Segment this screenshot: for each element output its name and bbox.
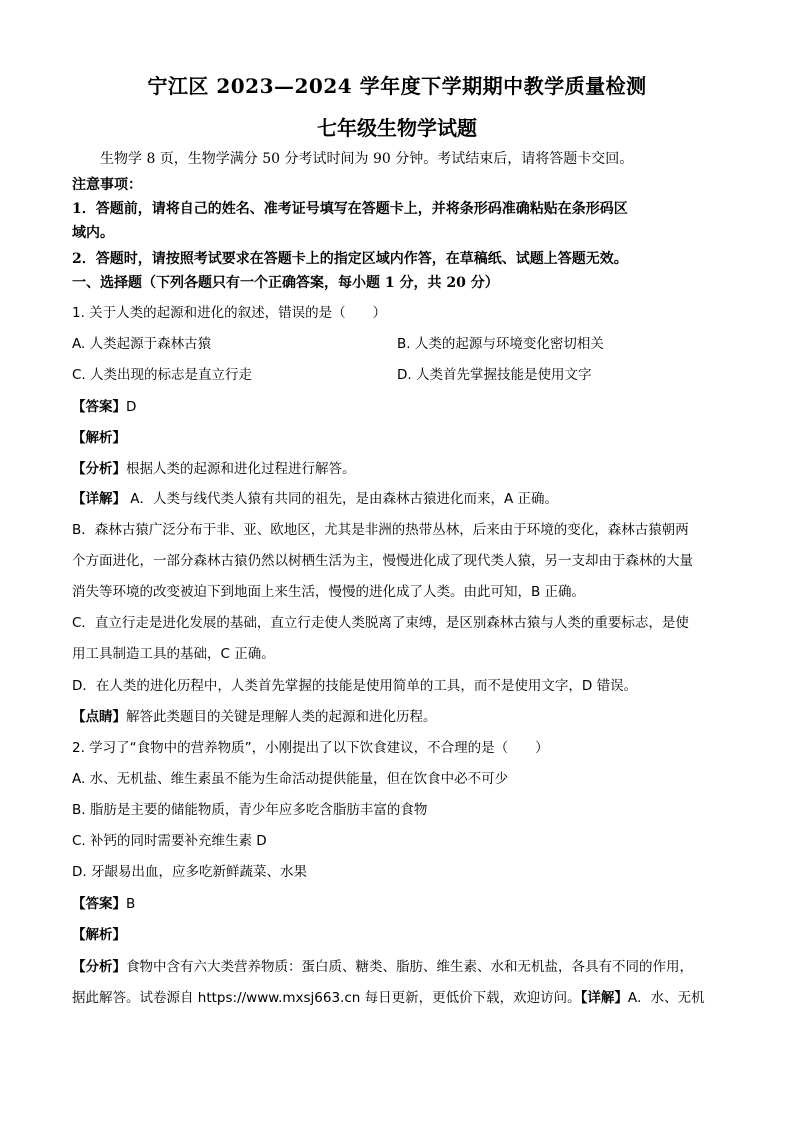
fenxi-text: 根据人类的起源和进化过程进行解答。 [126, 461, 356, 477]
question-1-fenxi [72, 457, 722, 477]
fenxi-text-cont: 据此解答。试卷源自 https://www.mxsj663.cn 每日更新，更低价下载，欢迎访问。 [72, 990, 581, 1006]
question-1-detail-b-3: 消失等环境的改变被迫下到地面上来生活，慢慢的进化成了人类。由此可知，B 正确。 [72, 584, 586, 600]
notice-item-1: 1．答题前，请将自己的姓名、准考证号填写在答题卡上，并将条形码准确粘贴在条形码区 [72, 201, 628, 217]
question-2-option-d: D. 牙龈易出血，应多吃新鲜蔬菜、水果 [72, 864, 307, 880]
question-2-fenxi [72, 955, 722, 975]
answer-value: D [126, 399, 137, 415]
answer-tag: 【答案】 [72, 399, 126, 415]
question-1-option-d: D. 人类首先掌握技能是使用文字 [397, 367, 592, 383]
notice-item-1-cont: 域内。 [72, 225, 114, 241]
document-title: 宁江区 2023—2024 学年度下学期期中教学质量检测 [147, 74, 647, 98]
xiangjie-tag: 【详解】 [72, 491, 126, 507]
question-1-answer [72, 395, 722, 415]
xiangjie-text: A．水、无机 [627, 990, 705, 1006]
document-subtitle: 七年级生物学试题 [317, 116, 477, 140]
question-2-stem: 2. 学习了“食物中的营养物质”，小刚提出了以下饮食建议，不合理的是（ ） [72, 740, 549, 756]
question-1-jiexi: 【解析】 [72, 430, 126, 446]
question-1-detail-b-1: B．森林古猿广泛分布于非、亚、欧地区，尤其是非洲的热带丛林，后来由于环境的变化，森林古猿朝两 [72, 522, 689, 538]
dianjing-text: 解答此类题目的关键是理解人类的起源和进化历程。 [126, 709, 437, 725]
question-1-option-b: B. 人类的起源与环境变化密切相关 [397, 336, 604, 352]
dianjing-tag: 【点睛】 [72, 709, 126, 725]
intro-text: 生物学 8 页，生物学满分 50 分考试时间为 90 分钟。考试结束后，请将答题卡交回。 [100, 151, 634, 167]
xiangjie-text: A．人类与线代类人猿有共同的祖先，是由森林古猿进化而来，A 正确。 [126, 491, 559, 507]
section-heading: 一、选择题（下列各题只有一个正确答案，每小题 1 分，共 20 分） [72, 275, 499, 291]
question-1-stem: 1. 关于人类的起源和进化的叙述，错误的是（ ） [72, 305, 387, 321]
question-1-xiangjie [72, 487, 722, 507]
fenxi-tag: 【分析】 [72, 461, 126, 477]
xiangjie-tag: 【详解】 [580, 990, 628, 1006]
question-1-detail-b-2: 个方面进化，一部分森林古猿仍然以树栖生活为主，慢慢进化成了现代类人猿，另一支却由于森林的大量 [72, 553, 693, 569]
fenxi-text: 食物中含有六大类营养物质：蛋白质、糖类、脂肪、维生素、水和无机盐，各具有不同的作用， [126, 959, 693, 975]
question-2-option-c: C. 补钙的同时需要补充维生素 D [72, 833, 267, 849]
notice-heading: 注意事项： [72, 177, 142, 193]
question-2-answer [72, 892, 722, 912]
question-2-fenxi-cont [72, 986, 722, 1006]
fenxi-tag: 【分析】 [72, 959, 126, 975]
question-2-option-b: B. 脂肪是主要的储能物质，青少年应多吃含脂肪丰富的食物 [72, 802, 428, 818]
question-1-option-a: A. 人类起源于森林古猿 [72, 336, 212, 352]
answer-tag: 【答案】 [72, 896, 126, 912]
question-2-jiexi: 【解析】 [72, 927, 126, 943]
question-2-option-a: A. 水、无机盐、维生素虽不能为生命活动提供能量，但在饮食中必不可少 [72, 771, 509, 787]
question-1-option-c: C. 人类出现的标志是直立行走 [72, 367, 253, 383]
question-1-dianjing [72, 705, 722, 725]
notice-item-2: 2．答题时，请按照考试要求在答题卡上的指定区域内作答，在草稿纸、试题上答题无效。 [72, 251, 628, 267]
question-1-detail-d: D．在人类的进化历程中，人类首先掌握的技能是使用简单的工具，而不是使用文字，D 错误。 [72, 678, 638, 694]
question-1-detail-c-2: 用工具制造工具的基础，C 正确。 [72, 646, 275, 662]
answer-value: B [126, 896, 136, 912]
question-1-detail-c-1: C．直立行走是进化发展的基础，直立行走使人类脱离了束缚，是区别森林古猿与人类的重要标志，是使 [72, 615, 689, 631]
